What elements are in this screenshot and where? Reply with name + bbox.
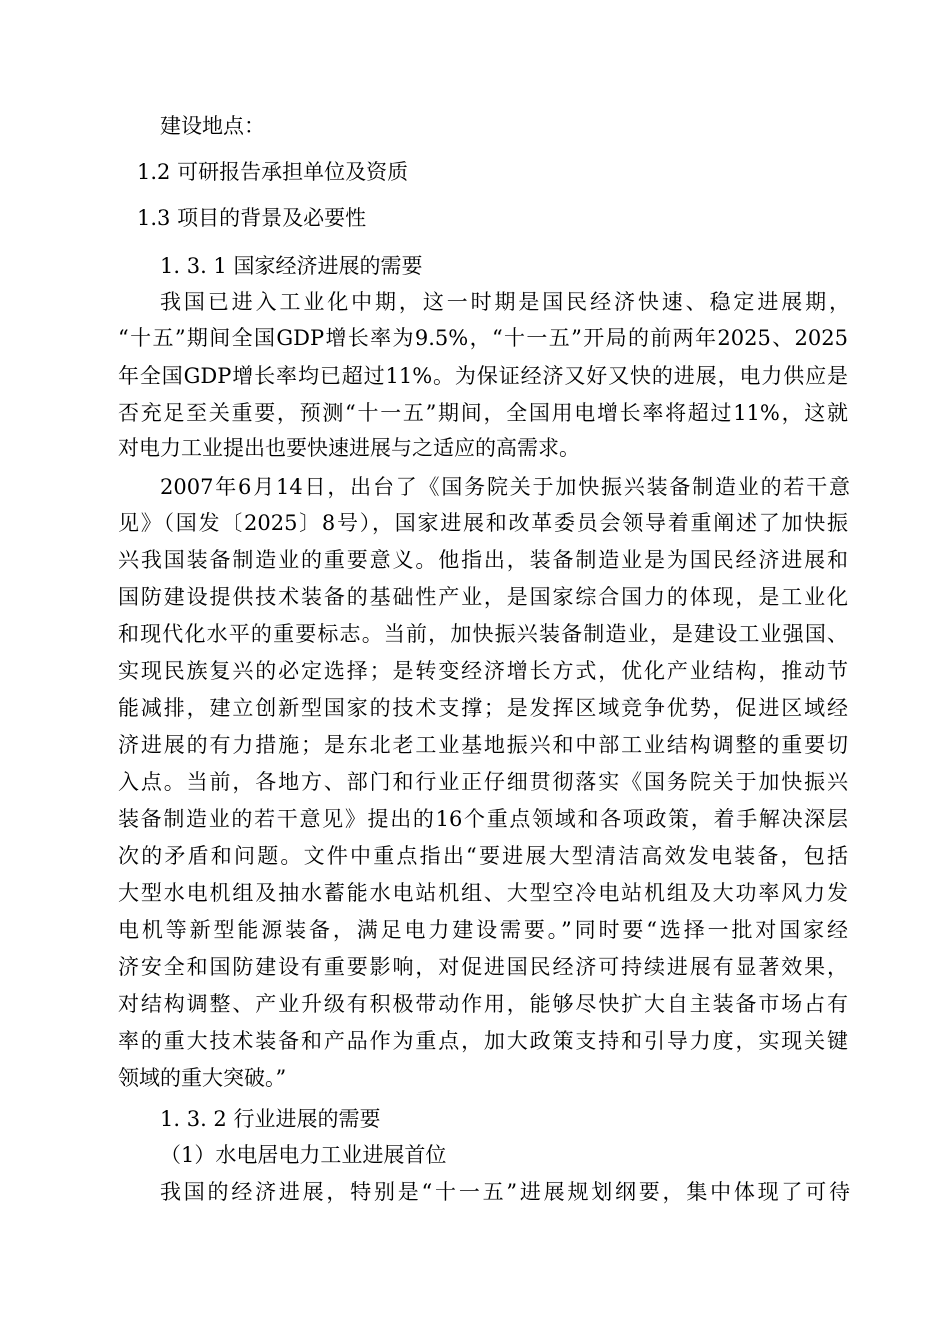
paragraph-line: 否充足至关重要，预测“十一五”期间，全国用电增长率将超过11%，这就 — [118, 401, 848, 425]
heading-1-2: 1.2 可研报告承担单位及资质 — [137, 160, 409, 184]
heading-1-3-2: 1. 3. 2 行业进展的需要 — [160, 1107, 381, 1131]
paragraph-line: 率的重大技术装备和产品作为重点，加大政策支持和引导力度，实现关键 — [118, 1029, 848, 1053]
paragraph-line: 对电力工业提出也要快速进展与之适应的高需求。 — [118, 436, 580, 460]
paragraph-line: 入点。当前，各地方、部门和行业正仔细贯彻落实《国务院关于加快振兴 — [118, 770, 848, 794]
paragraph-line: 和现代化水平的重要标志。当前，加快振兴装备制造业，是建设工业强国、 — [118, 622, 848, 646]
paragraph-line: 领域的重大突破。” — [118, 1066, 287, 1090]
paragraph-line: 我国的经济进展，特别是“十一五”进展规划纲要，集中体现了可待 — [160, 1180, 850, 1204]
paragraph-line: 能减排，建立创新型国家的技术支撑；是发挥区域竞争优势，促进区域经 — [118, 696, 848, 720]
paragraph-line: 我国已进入工业化中期，这一时期是国民经济快速、稳定进展期， — [160, 290, 850, 314]
heading-1-3: 1.3 项目的背景及必要性 — [137, 206, 367, 230]
paragraph-line: “十五”期间全国GDP增长率为9.5%，“十一五”开局的前两年2025、2025 — [118, 326, 848, 350]
heading-1-3-1: 1. 3. 1 国家经济进展的需要 — [160, 254, 423, 278]
paragraph-line: 对结构调整、产业升级有积极带动作用，能够尽快扩大自主装备市场占有 — [118, 992, 848, 1016]
paragraph-line: 2007年6月14日，出台了《国务院关于加快振兴装备制造业的若干意 — [160, 475, 850, 499]
paragraph-line: 次的矛盾和问题。文件中重点指出“要进展大型清洁高效发电装备，包括 — [118, 844, 848, 868]
paragraph-line: 大型水电机组及抽水蓄能水电站机组、大型空冷电站机组及大功率风力发 — [118, 881, 848, 905]
paragraph-line: 见》（国发〔2025〕8号），国家进展和改革委员会领导着重阐述了加快振 — [118, 511, 848, 535]
paragraph-line: 济安全和国防建设有重要影响，对促进国民经济可持续进展有显著效果， — [118, 955, 848, 979]
heading-location: 建设地点： — [160, 114, 265, 138]
paragraph-line: 装备制造业的若干意见》提出的16个重点领域和各项政策，着手解决深层 — [118, 807, 848, 831]
paragraph-line: 济进展的有力措施；是东北老工业基地振兴和中部工业结构调整的重要切 — [118, 733, 848, 757]
subheading-1: （1）水电居电力工业进展首位 — [160, 1143, 447, 1167]
paragraph-line: 国防建设提供技术装备的基础性产业，是国家综合国力的体现，是工业化 — [118, 585, 848, 609]
paragraph-line: 年全国GDP增长率均已超过11%。为保证经济又好又快的进展，电力供应是 — [118, 364, 848, 388]
paragraph-line: 实现民族复兴的必定选择；是转变经济增长方式，优化产业结构，推动节 — [118, 659, 848, 683]
paragraph-line: 电机等新型能源装备，满足电力建设需要。”同时要“选择一批对国家经 — [118, 918, 848, 942]
paragraph-line: 兴我国装备制造业的重要意义。他指出，装备制造业是为国民经济进展和 — [118, 548, 848, 572]
